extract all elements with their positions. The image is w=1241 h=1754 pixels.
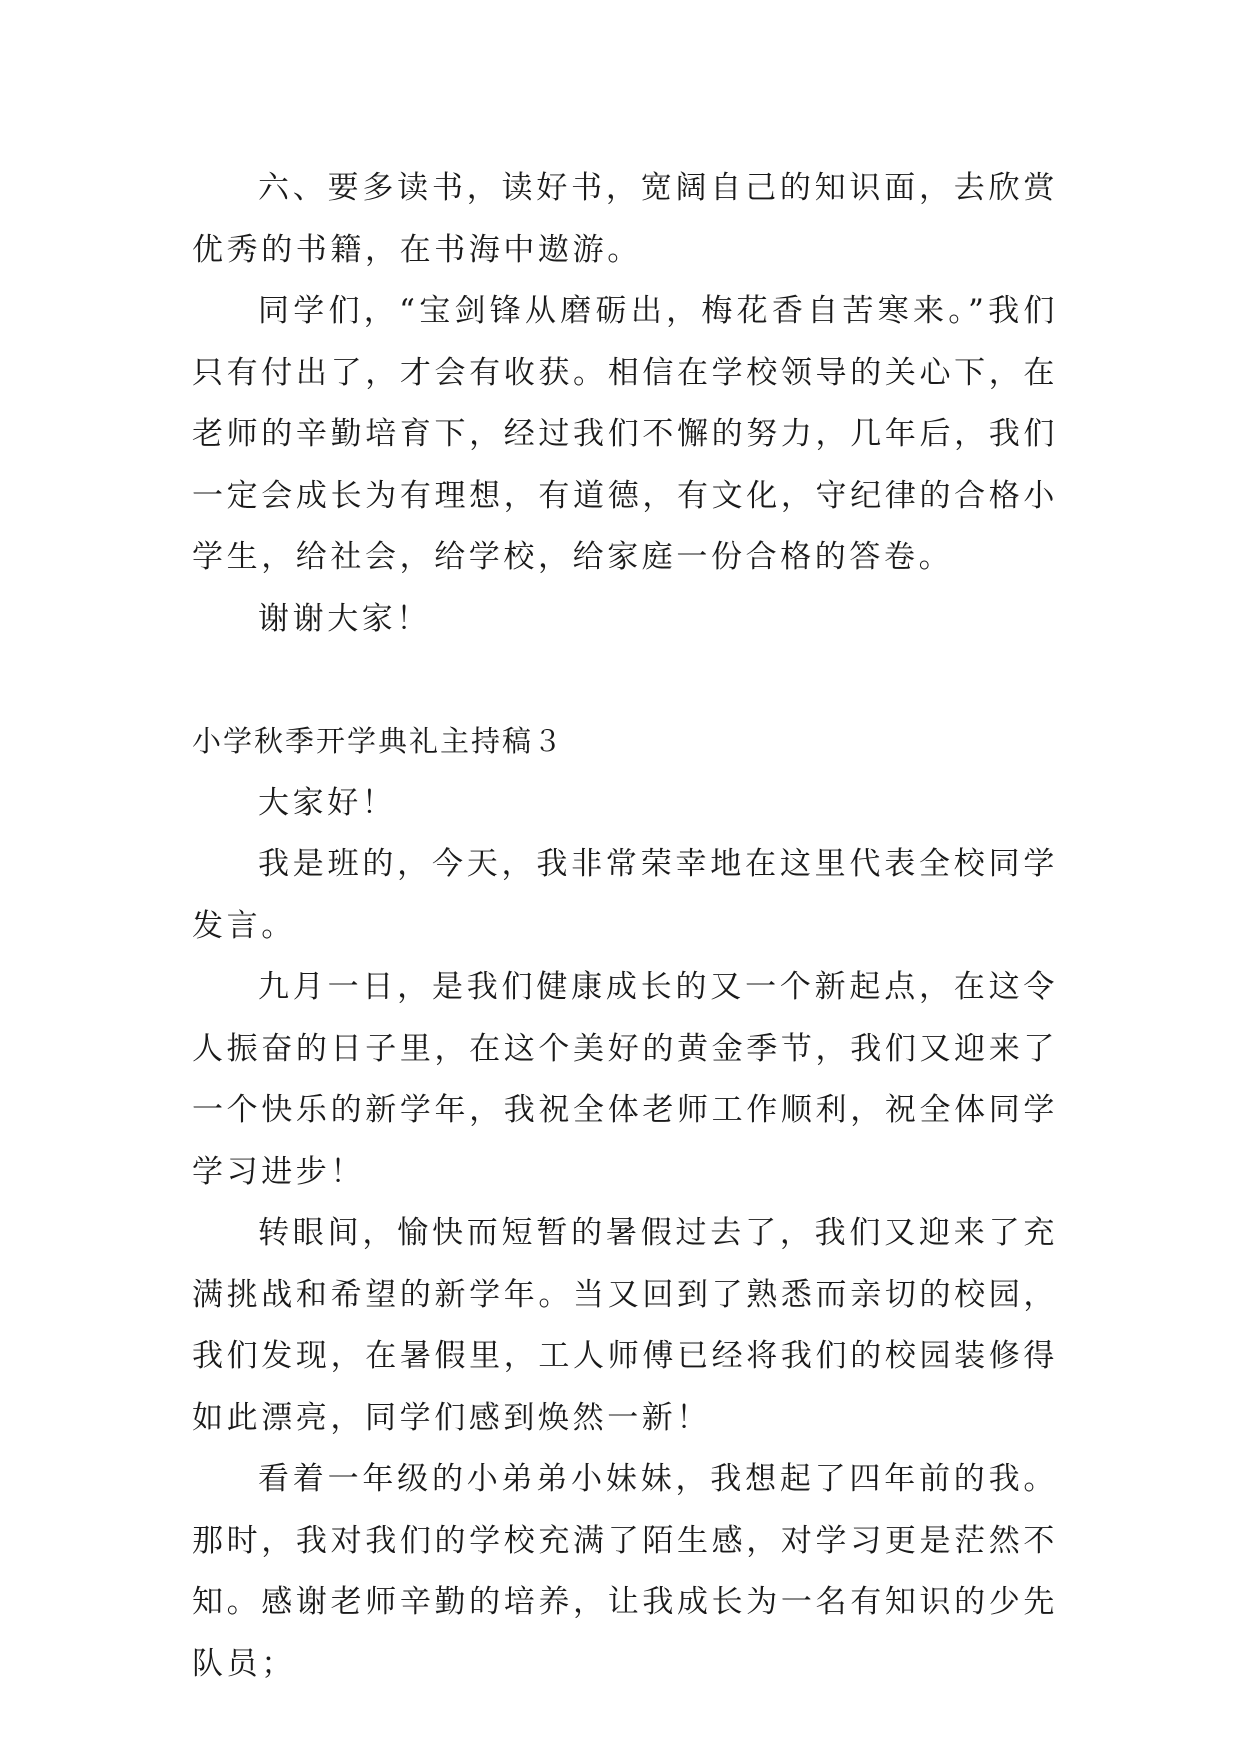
paragraph-memories: 看着一年级的小弟弟小妹妹，我想起了四年前的我。那时，我对我们的学校充满了陌生感，对学习更是茫然不知。感谢老师辛勤的培养，让我成长为一名有知识的少先队员； bbox=[192, 1461, 1058, 1682]
paragraph-back-to-school: 转眼间，愉快而短暂的暑假过去了，我们又迎来了充满挑战和希望的新学年。当又回到了熟悉而亲切的校园，我们发现，在暑假里，工人师傅已经将我们的校园装修得如此漂亮，同学们感到焕然一新！ bbox=[192, 1215, 1058, 1436]
document-page bbox=[192, 158, 1058, 1695]
paragraph-reading-advice: 六、要多读书，读好书，宽阔自己的知识面，去欣赏优秀的书籍，在书海中遨游。 bbox=[192, 170, 1058, 268]
paragraph-thanks: 谢谢大家！ bbox=[258, 600, 431, 637]
paragraph-greeting: 大家好！ bbox=[258, 784, 397, 821]
paragraph-classmates-quote: 同学们，“宝剑锋从磨砺出，梅花香自苦寒来。”我们只有付出了，才会有收获。相信在学校领导的关心下，在老师的辛勤培育下，经过我们不懈的努力，几年后，我们一定会成长为有理想，有道德，有文化，守纪律的合格小学生，给社会，给学校，给家庭一份合格的答卷。 bbox=[192, 293, 1058, 575]
paragraph-new-start: 九月一日，是我们健康成长的又一个新起点，在这令人振奋的日子里，在这个美好的黄金季节，我们又迎来了一个快乐的新学年，我祝全体老师工作顺利，祝全体同学学习进步！ bbox=[192, 969, 1058, 1190]
paragraph-introduction: 我是班的，今天，我非常荣幸地在这里代表全校同学发言。 bbox=[192, 846, 1058, 944]
section-title: 小学秋季开学典礼主持稿３ bbox=[192, 724, 565, 758]
